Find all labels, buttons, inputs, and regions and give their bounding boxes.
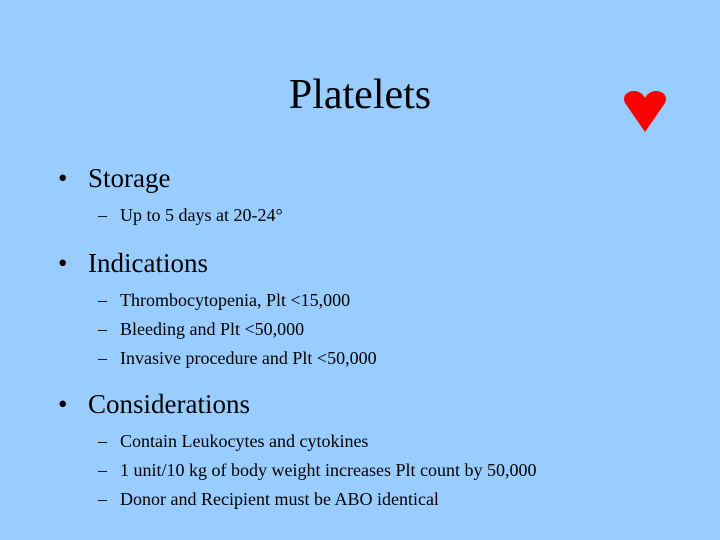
sub-item	[58, 286, 698, 315]
dash-icon: –	[98, 319, 107, 339]
bullet-group-considerations	[58, 386, 698, 514]
bullet-group-storage	[58, 160, 698, 230]
sub-item-text: Invasive procedure and Plt <50,000	[120, 348, 377, 368]
sub-item-text: Donor and Recipient must be ABO identical	[120, 489, 439, 509]
dash-icon: –	[98, 348, 107, 368]
dash-icon: –	[98, 205, 107, 225]
bullet-label: Indications	[88, 248, 208, 278]
bullet-group-indications	[58, 245, 698, 373]
slide-title: Platelets	[288, 72, 432, 118]
dash-icon: –	[98, 290, 107, 310]
sub-item-text: Thrombocytopenia, Plt <15,000	[120, 290, 351, 310]
dash-icon: –	[98, 431, 107, 451]
bullet-dot-icon: •	[58, 389, 68, 419]
heart-icon	[623, 89, 667, 133]
bullet-label: Considerations	[88, 389, 250, 419]
sub-item	[58, 427, 698, 456]
sub-item	[58, 485, 698, 514]
bullet-list	[58, 160, 698, 527]
sub-list	[58, 286, 698, 373]
sub-item	[58, 456, 698, 485]
bullet-item	[58, 386, 698, 422]
sub-item	[58, 315, 698, 344]
sub-item	[58, 344, 698, 373]
bullet-item	[58, 245, 698, 281]
sub-item-text: 1 unit/10 kg of body weight increases Plt count by 50,000	[120, 460, 537, 480]
bullet-item	[58, 160, 698, 196]
sub-item-text: Up to 5 days at 20-24°	[120, 205, 283, 225]
dash-icon: –	[98, 460, 107, 480]
dash-icon: –	[98, 489, 107, 509]
bullet-dot-icon: •	[58, 163, 68, 193]
sub-list	[58, 427, 698, 514]
sub-list	[58, 201, 698, 230]
sub-item-text: Contain Leukocytes and cytokines	[120, 431, 369, 451]
sub-item	[58, 201, 698, 230]
bullet-dot-icon: •	[58, 248, 68, 278]
bullet-label: Storage	[88, 163, 171, 193]
sub-item-text: Bleeding and Plt <50,000	[120, 319, 305, 339]
